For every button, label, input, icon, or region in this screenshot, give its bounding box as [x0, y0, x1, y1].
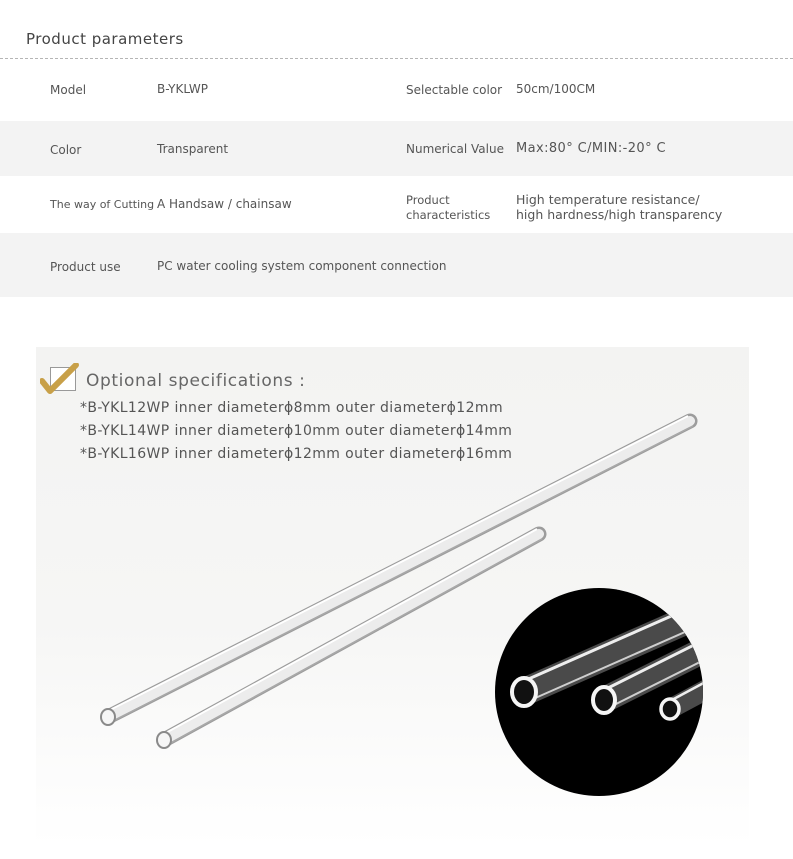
param-value: B-YKLWP [157, 82, 209, 96]
param-label-line: characteristics [406, 208, 491, 222]
param-row [0, 176, 793, 233]
param-label: Numerical Value [406, 142, 504, 156]
param-label: Selectable color [406, 83, 503, 97]
param-value-line: High temperature resistance/ [516, 192, 700, 207]
param-value-line: high hardness/high transparency [516, 207, 723, 222]
param-label [406, 193, 490, 223]
param-row [0, 233, 793, 297]
spec-item: *B-YKL12WP inner diameterϕ8mm outer diameterϕ12mm [80, 400, 504, 416]
param-value: PC water cooling system component connection [157, 259, 447, 273]
param-label-line: Product [406, 193, 450, 207]
checkmark-icon [40, 363, 80, 395]
param-value: A Handsaw / chainsaw [157, 197, 292, 211]
param-value: Transparent [157, 142, 229, 156]
specifications-panel [36, 347, 749, 847]
param-label: Model [50, 83, 87, 97]
spec-item: *B-YKL16WP inner diameterϕ12mm outer diameterϕ16mm [80, 446, 513, 462]
param-label: Color [50, 143, 82, 157]
param-row [0, 121, 793, 176]
param-value: Max:80° C/MIN:-20° C [516, 141, 666, 156]
param-label: Product use [50, 260, 121, 274]
section-title: Product parameters [26, 30, 184, 48]
tube-closeup-image [494, 587, 704, 797]
param-value [516, 192, 722, 222]
specifications-heading: Optional specifications : [86, 371, 306, 391]
short-tube [157, 529, 542, 748]
param-row [0, 59, 793, 121]
spec-item: *B-YKL14WP inner diameterϕ10mm outer diameterϕ14mm [80, 423, 513, 439]
param-label: The way of Cutting [50, 198, 155, 211]
parameters-table [0, 59, 793, 297]
param-value: 50cm/100CM [516, 82, 596, 96]
